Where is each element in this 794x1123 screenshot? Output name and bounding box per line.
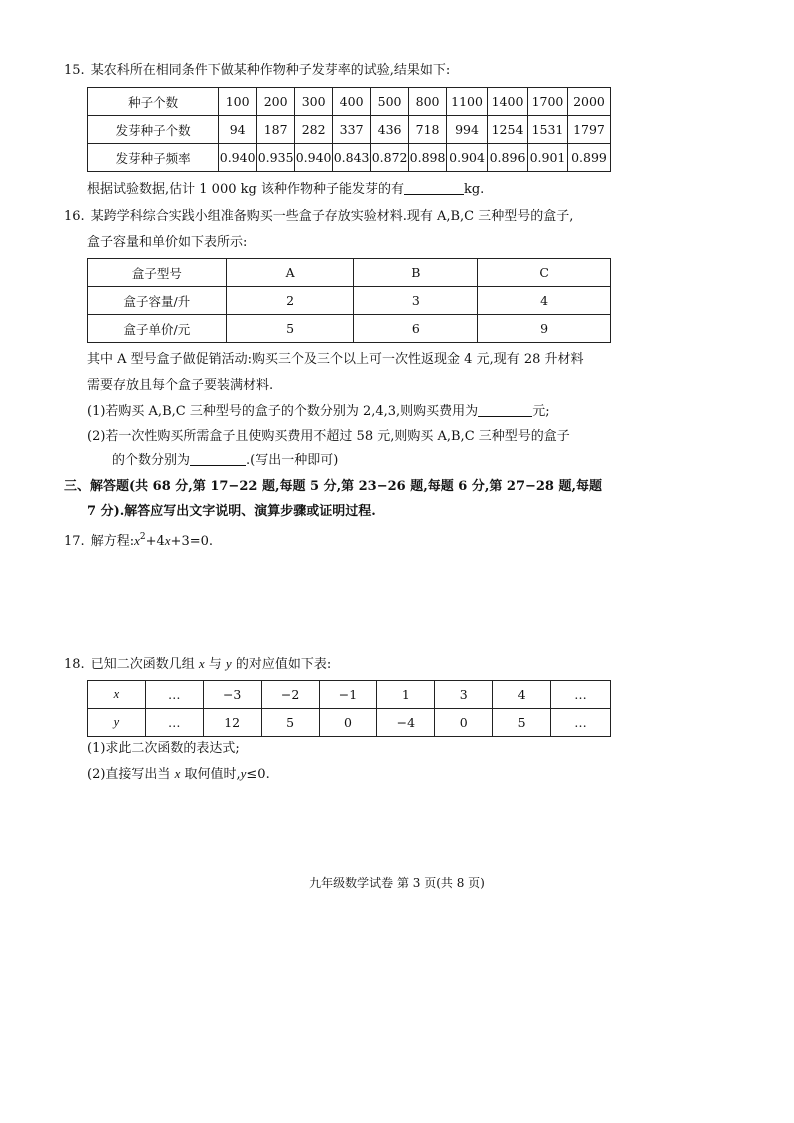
q18-table-cell: … [551,709,611,737]
q15-table-cell: 994 [447,116,488,144]
q15-table-cell: 300 [295,88,333,116]
q16-table [87,258,611,343]
q15-after-text: 根据试验数据,估计 1 000 kg 该种作物种子能发芽的有 [87,182,404,197]
q18-part2-post: ≤0. [246,767,270,782]
q17-text-post: +3=0. [170,534,214,549]
q18-x-var: x [198,656,205,671]
q18-stem [64,655,331,674]
q18-table-cell: −1 [319,681,377,709]
q18-stem-post: 的对应值如下表: [235,657,332,672]
q16-table-header-cell: B [354,259,478,287]
q15-table-cell: 1700 [528,88,568,116]
q16-part1-text: (1)若购买 A,B,C 三种型号的盒子的个数分别为 2,4,3,则购买费用为 [87,404,479,419]
q15-table-cell: 337 [333,116,371,144]
q18-table-cell: 1 [377,681,435,709]
q18-part2-mid: 取何值时, [184,767,241,782]
q15-stem [64,62,450,80]
q18-table-row [88,681,611,709]
q15-answer-blank[interactable] [404,181,464,195]
q18-table-cell: 0 [435,709,493,737]
q18-table-cell: … [551,681,611,709]
q17-exponent: 2 [139,532,146,542]
q17-text-pre: 解方程: [90,534,135,549]
q18-part2-pre: (2)直接写出当 [87,767,171,782]
q15-table-cell: 282 [295,116,333,144]
q16-table-row [88,287,611,315]
q15-table-cell: 0.899 [567,144,610,172]
q15-table-cell: 0.901 [528,144,568,172]
q18-part1: (1)求此二次函数的表达式; [87,741,240,756]
q16-part1-unit: 元; [532,404,550,419]
q18-table-body [88,681,611,737]
q18-part2-y: y [240,766,247,781]
q15-table-cell: 0.872 [371,144,409,172]
q15-row-label: 种子个数 [88,88,219,116]
q15-table [87,87,611,172]
q15-table-cell: 0.896 [488,144,528,172]
q18-table-cell: 5 [261,709,319,737]
q15-table-cell: 0.940 [219,144,257,172]
q15-table-cell: 500 [371,88,409,116]
page-footer: 九年级数学试卷 第 3 页(共 8 页) [309,876,485,890]
q15-table-cell: 2000 [567,88,610,116]
section3-heading-line2: 7 分).解答应写出文字说明、演算步骤或证明过程. [87,504,376,519]
q16-table-body [88,259,611,343]
q17-x2: x [164,533,171,548]
q15-table-cell: 200 [257,88,295,116]
q16-table-cell: 3 [354,287,478,315]
q15-table-cell: 436 [371,116,409,144]
q16-table-row [88,315,611,343]
q15-table-cell: 187 [257,116,295,144]
q15-number: 15. [64,63,85,78]
q18-stem-pre: 已知二次函数几组 [90,657,195,672]
q18-table-row [88,709,611,737]
q18-row-label: y [88,709,146,737]
q18-table-cell: … [145,709,203,737]
q18-y-var: y [225,656,232,671]
q16-part2-post: .(写出一种即可) [246,453,339,468]
q16-stem-line1 [64,208,573,226]
q15-table-cell: 0.904 [447,144,488,172]
q17 [64,528,213,551]
q15-table-cell: 718 [409,116,447,144]
q16-table-header-row [88,259,611,287]
q17-number: 17. [64,534,85,549]
q18-number: 18. [64,657,85,672]
q18-table-cell: 12 [203,709,261,737]
q16-table-cell: 盒子单价/元 [88,315,227,343]
q16-table-header-cell: A [226,259,354,287]
q16-part2-line1: (2)若一次性购买所需盒子且使购买费用不超过 58 元,则购买 A,B,C 三种型号的盒子 [87,429,570,444]
q16-number: 16. [64,209,85,224]
q16-table-header-cell: C [478,259,611,287]
section3-heading-line1: 三、解答题(共 68 分,第 17−22 题,每题 5 分,第 23−26 题,每题 6 分,第 27−28 题,每题 [64,479,603,494]
q15-table-cell: 0.940 [295,144,333,172]
q16-table-cell: 4 [478,287,611,315]
q15-table-cell: 1254 [488,116,528,144]
q18-table-cell: −2 [261,681,319,709]
q16-stem-text1: 某跨学科综合实践小组准备购买一些盒子存放实验材料.现有 A,B,C 三种型号的盒子, [90,209,574,224]
q18-table-cell: … [145,681,203,709]
q15-table-cell: 1400 [488,88,528,116]
q18-table-cell: 4 [493,681,551,709]
q17-text-mid: +4 [145,534,165,549]
q15-after [87,181,484,199]
q18-part2-x: x [174,766,181,781]
q15-table-cell: 1100 [447,88,488,116]
q18-row-label: x [88,681,146,709]
q18-part2 [87,765,270,784]
q16-note-line1: 其中 A 型号盒子做促销活动:购买三个及三个以上可一次性返现金 4 元,现有 28 升材料 [87,352,584,367]
q15-table-cell: 0.843 [333,144,371,172]
q15-table-cell: 1531 [528,116,568,144]
q18-table-cell: 5 [493,709,551,737]
q16-table-cell: 盒子容量/升 [88,287,227,315]
q17-x: x [134,533,140,548]
q16-part2-line2 [112,452,338,470]
q18-table-cell: 3 [435,681,493,709]
q18-stem-mid: 与 [208,657,222,672]
q15-row-label: 发芽种子频率 [88,144,219,172]
q16-stem-line2: 盒子容量和单价如下表所示: [87,235,248,250]
q15-table-cell: 800 [409,88,447,116]
q18-table-cell: −3 [203,681,261,709]
q16-table-header-cell: 盒子型号 [88,259,227,287]
q15-table-cell: 94 [219,116,257,144]
q15-table-cell: 0.935 [257,144,295,172]
q16-part2-blank[interactable] [190,452,246,466]
q16-part2-pre: 的个数分别为 [112,453,191,468]
q15-table-row [88,88,611,116]
q18-table-cell: −4 [377,709,435,737]
q15-table-row [88,144,611,172]
q16-table-cell: 9 [478,315,611,343]
q15-table-cell: 400 [333,88,371,116]
q15-table-cell: 100 [219,88,257,116]
q15-table-cell: 1797 [567,116,610,144]
q16-table-cell: 2 [226,287,354,315]
q18-table-cell: 0 [319,709,377,737]
q16-table-cell: 5 [226,315,354,343]
q15-stem-text: 某农科所在相同条件下做某种作物种子发芽率的试验,结果如下: [90,63,451,78]
q15-row-label: 发芽种子个数 [88,116,219,144]
q18-table [87,680,611,737]
q15-after-unit: kg. [463,182,485,197]
q16-part1 [87,403,550,421]
q15-table-cell: 0.898 [409,144,447,172]
q15-table-row [88,116,611,144]
q15-table-body [88,88,611,172]
q16-note-line2: 需要存放且每个盒子要装满材料. [87,378,274,393]
q16-part1-blank[interactable] [478,403,532,417]
q16-table-cell: 6 [354,315,478,343]
